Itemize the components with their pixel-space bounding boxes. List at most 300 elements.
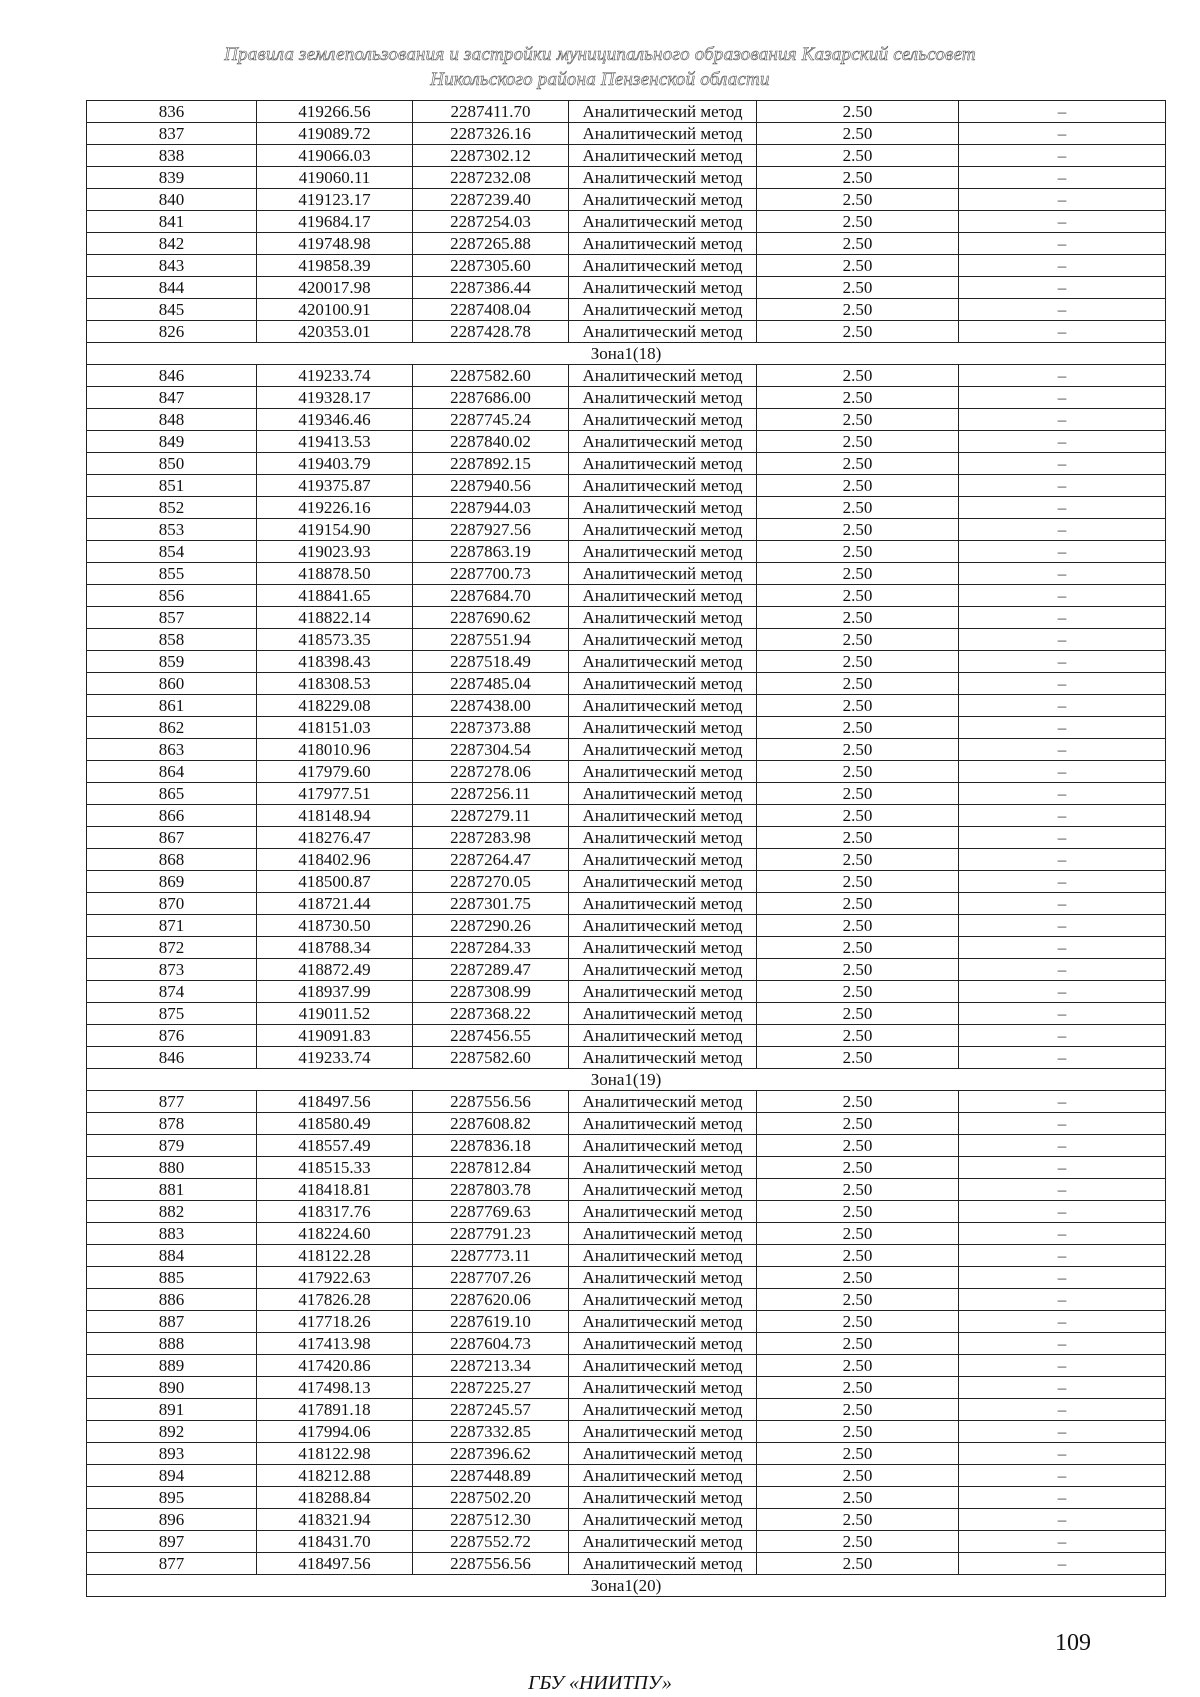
x-coordinate-cell: 418212.88 — [257, 1465, 413, 1487]
description-cell: – — [959, 981, 1166, 1003]
document-footer: ГБУ «НИИТПУ» — [528, 1672, 672, 1694]
accuracy-cell: 2.50 — [757, 1443, 959, 1465]
accuracy-cell: 2.50 — [757, 1509, 959, 1531]
description-cell: – — [959, 255, 1166, 277]
y-coordinate-cell: 2287769.63 — [413, 1201, 569, 1223]
y-coordinate-cell: 2287944.03 — [413, 497, 569, 519]
description-cell: – — [959, 1289, 1166, 1311]
y-coordinate-cell: 2287773.11 — [413, 1245, 569, 1267]
accuracy-cell: 2.50 — [757, 1487, 959, 1509]
table-row — [87, 1113, 1166, 1135]
y-coordinate-cell: 2287556.56 — [413, 1091, 569, 1113]
table-row — [87, 475, 1166, 497]
method-cell: Аналитический метод — [569, 1487, 757, 1509]
x-coordinate-cell: 419233.74 — [257, 365, 413, 387]
table-row — [87, 827, 1166, 849]
description-cell: – — [959, 1223, 1166, 1245]
x-coordinate-cell: 418721.44 — [257, 893, 413, 915]
method-cell: Аналитический метод — [569, 629, 757, 651]
point-number-cell: 863 — [87, 739, 257, 761]
description-cell: – — [959, 1245, 1166, 1267]
method-cell: Аналитический метод — [569, 1443, 757, 1465]
x-coordinate-cell: 418418.81 — [257, 1179, 413, 1201]
description-cell: – — [959, 211, 1166, 233]
y-coordinate-cell: 2287396.62 — [413, 1443, 569, 1465]
accuracy-cell: 2.50 — [757, 1025, 959, 1047]
x-coordinate-cell: 419375.87 — [257, 475, 413, 497]
accuracy-cell: 2.50 — [757, 915, 959, 937]
method-cell: Аналитический метод — [569, 1531, 757, 1553]
method-cell: Аналитический метод — [569, 1267, 757, 1289]
point-number-cell: 873 — [87, 959, 257, 981]
table-row — [87, 1333, 1166, 1355]
point-number-cell: 865 — [87, 783, 257, 805]
accuracy-cell: 2.50 — [757, 497, 959, 519]
description-cell: – — [959, 409, 1166, 431]
description-cell: – — [959, 1267, 1166, 1289]
method-cell: Аналитический метод — [569, 1047, 757, 1069]
method-cell: Аналитический метод — [569, 211, 757, 233]
point-number-cell: 839 — [87, 167, 257, 189]
description-cell: – — [959, 1179, 1166, 1201]
y-coordinate-cell: 2287386.44 — [413, 277, 569, 299]
table-row — [87, 607, 1166, 629]
table-row — [87, 409, 1166, 431]
x-coordinate-cell: 418573.35 — [257, 629, 413, 651]
table-row — [87, 277, 1166, 299]
table-row — [87, 981, 1166, 1003]
description-cell: – — [959, 541, 1166, 563]
y-coordinate-cell: 2287304.54 — [413, 739, 569, 761]
accuracy-cell: 2.50 — [757, 1113, 959, 1135]
method-cell: Аналитический метод — [569, 387, 757, 409]
y-coordinate-cell: 2287278.06 — [413, 761, 569, 783]
x-coordinate-cell: 418308.53 — [257, 673, 413, 695]
point-number-cell: 867 — [87, 827, 257, 849]
y-coordinate-cell: 2287408.04 — [413, 299, 569, 321]
point-number-cell: 875 — [87, 1003, 257, 1025]
description-cell: – — [959, 1113, 1166, 1135]
table-row — [87, 1421, 1166, 1443]
table-row — [87, 1509, 1166, 1531]
method-cell: Аналитический метод — [569, 299, 757, 321]
y-coordinate-cell: 2287232.08 — [413, 167, 569, 189]
table-row — [87, 629, 1166, 651]
method-cell: Аналитический метод — [569, 651, 757, 673]
x-coordinate-cell: 418788.34 — [257, 937, 413, 959]
point-number-cell: 858 — [87, 629, 257, 651]
description-cell: – — [959, 585, 1166, 607]
method-cell: Аналитический метод — [569, 585, 757, 607]
x-coordinate-cell: 418288.84 — [257, 1487, 413, 1509]
y-coordinate-cell: 2287289.47 — [413, 959, 569, 981]
y-coordinate-cell: 2287368.22 — [413, 1003, 569, 1025]
point-number-cell: 887 — [87, 1311, 257, 1333]
method-cell: Аналитический метод — [569, 1025, 757, 1047]
method-cell: Аналитический метод — [569, 1135, 757, 1157]
y-coordinate-cell: 2287518.49 — [413, 651, 569, 673]
accuracy-cell: 2.50 — [757, 1091, 959, 1113]
accuracy-cell: 2.50 — [757, 959, 959, 981]
point-number-cell: 878 — [87, 1113, 257, 1135]
description-cell: – — [959, 1047, 1166, 1069]
method-cell: Аналитический метод — [569, 1421, 757, 1443]
y-coordinate-cell: 2287700.73 — [413, 563, 569, 585]
table-row — [87, 937, 1166, 959]
description-cell: – — [959, 1091, 1166, 1113]
point-number-cell: 843 — [87, 255, 257, 277]
point-number-cell: 848 — [87, 409, 257, 431]
point-number-cell: 836 — [87, 101, 257, 123]
x-coordinate-cell: 419328.17 — [257, 387, 413, 409]
method-cell: Аналитический метод — [569, 1355, 757, 1377]
description-cell: – — [959, 431, 1166, 453]
table-row — [87, 563, 1166, 585]
x-coordinate-cell: 418497.56 — [257, 1553, 413, 1575]
accuracy-cell: 2.50 — [757, 761, 959, 783]
method-cell: Аналитический метод — [569, 1223, 757, 1245]
x-coordinate-cell: 417979.60 — [257, 761, 413, 783]
y-coordinate-cell: 2287301.75 — [413, 893, 569, 915]
accuracy-cell: 2.50 — [757, 1157, 959, 1179]
y-coordinate-cell: 2287256.11 — [413, 783, 569, 805]
table-row — [87, 1531, 1166, 1553]
x-coordinate-cell: 419089.72 — [257, 123, 413, 145]
description-cell: – — [959, 607, 1166, 629]
accuracy-cell: 2.50 — [757, 1377, 959, 1399]
method-cell: Аналитический метод — [569, 1289, 757, 1311]
table-row — [87, 717, 1166, 739]
description-cell: – — [959, 915, 1166, 937]
accuracy-cell: 2.50 — [757, 189, 959, 211]
point-number-cell: 891 — [87, 1399, 257, 1421]
x-coordinate-cell: 418122.98 — [257, 1443, 413, 1465]
accuracy-cell: 2.50 — [757, 453, 959, 475]
method-cell: Аналитический метод — [569, 101, 757, 123]
y-coordinate-cell: 2287302.12 — [413, 145, 569, 167]
method-cell: Аналитический метод — [569, 871, 757, 893]
accuracy-cell: 2.50 — [757, 541, 959, 563]
description-cell: – — [959, 1025, 1166, 1047]
point-number-cell: 853 — [87, 519, 257, 541]
table-row — [87, 321, 1166, 343]
description-cell: – — [959, 673, 1166, 695]
accuracy-cell: 2.50 — [757, 1465, 959, 1487]
x-coordinate-cell: 418402.96 — [257, 849, 413, 871]
accuracy-cell: 2.50 — [757, 365, 959, 387]
x-coordinate-cell: 418321.94 — [257, 1509, 413, 1531]
description-cell: – — [959, 167, 1166, 189]
accuracy-cell: 2.50 — [757, 893, 959, 915]
description-cell: – — [959, 1399, 1166, 1421]
point-number-cell: 860 — [87, 673, 257, 695]
description-cell: – — [959, 1355, 1166, 1377]
table-row — [87, 739, 1166, 761]
description-cell: – — [959, 739, 1166, 761]
y-coordinate-cell: 2287411.70 — [413, 101, 569, 123]
header-line-2: Никольского района Пензенской области — [430, 69, 770, 90]
y-coordinate-cell: 2287332.85 — [413, 1421, 569, 1443]
x-coordinate-cell: 419233.74 — [257, 1047, 413, 1069]
table-row — [87, 1465, 1166, 1487]
point-number-cell: 840 — [87, 189, 257, 211]
method-cell: Аналитический метод — [569, 1245, 757, 1267]
y-coordinate-cell: 2287254.03 — [413, 211, 569, 233]
point-number-cell: 849 — [87, 431, 257, 453]
method-cell: Аналитический метод — [569, 255, 757, 277]
x-coordinate-cell: 420353.01 — [257, 321, 413, 343]
table-row — [87, 541, 1166, 563]
x-coordinate-cell: 419091.83 — [257, 1025, 413, 1047]
x-coordinate-cell: 419060.11 — [257, 167, 413, 189]
point-number-cell: 826 — [87, 321, 257, 343]
accuracy-cell: 2.50 — [757, 409, 959, 431]
accuracy-cell: 2.50 — [757, 145, 959, 167]
table-row — [87, 915, 1166, 937]
description-cell: – — [959, 277, 1166, 299]
method-cell: Аналитический метод — [569, 673, 757, 695]
point-number-cell: 864 — [87, 761, 257, 783]
y-coordinate-cell: 2287438.00 — [413, 695, 569, 717]
point-number-cell: 866 — [87, 805, 257, 827]
description-cell: – — [959, 805, 1166, 827]
table-row — [87, 255, 1166, 277]
accuracy-cell: 2.50 — [757, 585, 959, 607]
method-cell: Аналитический метод — [569, 761, 757, 783]
x-coordinate-cell: 418878.50 — [257, 563, 413, 585]
y-coordinate-cell: 2287803.78 — [413, 1179, 569, 1201]
description-cell: – — [959, 1333, 1166, 1355]
method-cell: Аналитический метод — [569, 959, 757, 981]
table-row — [87, 1157, 1166, 1179]
table-row — [87, 211, 1166, 233]
table-row — [87, 189, 1166, 211]
x-coordinate-cell: 418937.99 — [257, 981, 413, 1003]
accuracy-cell: 2.50 — [757, 519, 959, 541]
point-number-cell: 846 — [87, 365, 257, 387]
description-cell: – — [959, 1201, 1166, 1223]
table-row — [87, 783, 1166, 805]
method-cell: Аналитический метод — [569, 475, 757, 497]
point-number-cell: 846 — [87, 1047, 257, 1069]
table-row — [87, 1091, 1166, 1113]
x-coordinate-cell: 418841.65 — [257, 585, 413, 607]
table-row — [87, 959, 1166, 981]
x-coordinate-cell: 419226.16 — [257, 497, 413, 519]
y-coordinate-cell: 2287863.19 — [413, 541, 569, 563]
y-coordinate-cell: 2287620.06 — [413, 1289, 569, 1311]
description-cell: – — [959, 893, 1166, 915]
accuracy-cell: 2.50 — [757, 475, 959, 497]
method-cell: Аналитический метод — [569, 365, 757, 387]
method-cell: Аналитический метод — [569, 937, 757, 959]
table-row — [87, 1201, 1166, 1223]
x-coordinate-cell: 418497.56 — [257, 1091, 413, 1113]
y-coordinate-cell: 2287265.88 — [413, 233, 569, 255]
accuracy-cell: 2.50 — [757, 1179, 959, 1201]
description-cell: – — [959, 1443, 1166, 1465]
method-cell: Аналитический метод — [569, 1201, 757, 1223]
point-number-cell: 890 — [87, 1377, 257, 1399]
table-row — [87, 1025, 1166, 1047]
accuracy-cell: 2.50 — [757, 101, 959, 123]
point-number-cell: 889 — [87, 1355, 257, 1377]
y-coordinate-cell: 2287264.47 — [413, 849, 569, 871]
point-number-cell: 882 — [87, 1201, 257, 1223]
table-row — [87, 1377, 1166, 1399]
x-coordinate-cell: 419413.53 — [257, 431, 413, 453]
method-cell: Аналитический метод — [569, 849, 757, 871]
table-row — [87, 1399, 1166, 1421]
table-row — [87, 1487, 1166, 1509]
y-coordinate-cell: 2287604.73 — [413, 1333, 569, 1355]
method-cell: Аналитический метод — [569, 1399, 757, 1421]
description-cell: – — [959, 827, 1166, 849]
x-coordinate-cell: 420017.98 — [257, 277, 413, 299]
accuracy-cell: 2.50 — [757, 805, 959, 827]
table-row — [87, 519, 1166, 541]
accuracy-cell: 2.50 — [757, 1047, 959, 1069]
table-row — [87, 299, 1166, 321]
x-coordinate-cell: 417891.18 — [257, 1399, 413, 1421]
method-cell: Аналитический метод — [569, 717, 757, 739]
method-cell: Аналитический метод — [569, 233, 757, 255]
x-coordinate-cell: 417420.86 — [257, 1355, 413, 1377]
accuracy-cell: 2.50 — [757, 827, 959, 849]
point-number-cell: 856 — [87, 585, 257, 607]
table-row — [87, 123, 1166, 145]
point-number-cell: 884 — [87, 1245, 257, 1267]
description-cell: – — [959, 1531, 1166, 1553]
x-coordinate-cell: 418148.94 — [257, 805, 413, 827]
table-row — [87, 497, 1166, 519]
method-cell: Аналитический метод — [569, 1465, 757, 1487]
point-number-cell: 879 — [87, 1135, 257, 1157]
method-cell: Аналитический метод — [569, 1333, 757, 1355]
y-coordinate-cell: 2287283.98 — [413, 827, 569, 849]
x-coordinate-cell: 418515.33 — [257, 1157, 413, 1179]
point-number-cell: 862 — [87, 717, 257, 739]
table-row — [87, 145, 1166, 167]
method-cell: Аналитический метод — [569, 805, 757, 827]
zone-label: Зона1(19) — [87, 1069, 1166, 1091]
x-coordinate-cell: 418276.47 — [257, 827, 413, 849]
method-cell: Аналитический метод — [569, 1311, 757, 1333]
y-coordinate-cell: 2287791.23 — [413, 1223, 569, 1245]
y-coordinate-cell: 2287619.10 — [413, 1311, 569, 1333]
description-cell: – — [959, 453, 1166, 475]
description-cell: – — [959, 1377, 1166, 1399]
y-coordinate-cell: 2287690.62 — [413, 607, 569, 629]
method-cell: Аналитический метод — [569, 277, 757, 299]
method-cell: Аналитический метод — [569, 167, 757, 189]
description-cell: – — [959, 299, 1166, 321]
table-row — [87, 1267, 1166, 1289]
description-cell: – — [959, 233, 1166, 255]
table-row — [87, 585, 1166, 607]
table-row — [87, 167, 1166, 189]
x-coordinate-cell: 418557.49 — [257, 1135, 413, 1157]
accuracy-cell: 2.50 — [757, 1531, 959, 1553]
point-number-cell: 859 — [87, 651, 257, 673]
accuracy-cell: 2.50 — [757, 299, 959, 321]
y-coordinate-cell: 2287707.26 — [413, 1267, 569, 1289]
y-coordinate-cell: 2287290.26 — [413, 915, 569, 937]
y-coordinate-cell: 2287502.20 — [413, 1487, 569, 1509]
y-coordinate-cell: 2287270.05 — [413, 871, 569, 893]
point-number-cell: 894 — [87, 1465, 257, 1487]
table-row — [87, 761, 1166, 783]
y-coordinate-cell: 2287448.89 — [413, 1465, 569, 1487]
description-cell: – — [959, 321, 1166, 343]
x-coordinate-cell: 419403.79 — [257, 453, 413, 475]
description-cell: – — [959, 1003, 1166, 1025]
accuracy-cell: 2.50 — [757, 1421, 959, 1443]
point-number-cell: 841 — [87, 211, 257, 233]
method-cell: Аналитический метод — [569, 563, 757, 585]
table-row — [87, 1355, 1166, 1377]
accuracy-cell: 2.50 — [757, 695, 959, 717]
y-coordinate-cell: 2287213.34 — [413, 1355, 569, 1377]
x-coordinate-cell: 417826.28 — [257, 1289, 413, 1311]
zone-row — [87, 343, 1166, 365]
y-coordinate-cell: 2287608.82 — [413, 1113, 569, 1135]
description-cell: – — [959, 1553, 1166, 1575]
y-coordinate-cell: 2287512.30 — [413, 1509, 569, 1531]
description-cell: – — [959, 145, 1166, 167]
x-coordinate-cell: 418224.60 — [257, 1223, 413, 1245]
method-cell: Аналитический метод — [569, 893, 757, 915]
point-number-cell: 852 — [87, 497, 257, 519]
zone-row — [87, 1069, 1166, 1091]
accuracy-cell: 2.50 — [757, 1311, 959, 1333]
accuracy-cell: 2.50 — [757, 387, 959, 409]
description-cell: – — [959, 629, 1166, 651]
description-cell: – — [959, 1487, 1166, 1509]
coordinates-table-body — [87, 101, 1166, 1597]
x-coordinate-cell: 419123.17 — [257, 189, 413, 211]
accuracy-cell: 2.50 — [757, 1289, 959, 1311]
point-number-cell: 854 — [87, 541, 257, 563]
x-coordinate-cell: 417718.26 — [257, 1311, 413, 1333]
accuracy-cell: 2.50 — [757, 1201, 959, 1223]
method-cell: Аналитический метод — [569, 915, 757, 937]
y-coordinate-cell: 2287582.60 — [413, 365, 569, 387]
accuracy-cell: 2.50 — [757, 255, 959, 277]
y-coordinate-cell: 2287245.57 — [413, 1399, 569, 1421]
x-coordinate-cell: 419154.90 — [257, 519, 413, 541]
description-cell: – — [959, 871, 1166, 893]
table-row — [87, 233, 1166, 255]
point-number-cell: 888 — [87, 1333, 257, 1355]
x-coordinate-cell: 419748.98 — [257, 233, 413, 255]
point-number-cell: 895 — [87, 1487, 257, 1509]
zone-label: Зона1(18) — [87, 343, 1166, 365]
x-coordinate-cell: 418122.28 — [257, 1245, 413, 1267]
accuracy-cell: 2.50 — [757, 1399, 959, 1421]
accuracy-cell: 2.50 — [757, 1003, 959, 1025]
x-coordinate-cell: 418151.03 — [257, 717, 413, 739]
accuracy-cell: 2.50 — [757, 1267, 959, 1289]
document-header — [0, 42, 1200, 92]
y-coordinate-cell: 2287552.72 — [413, 1531, 569, 1553]
accuracy-cell: 2.50 — [757, 1355, 959, 1377]
point-number-cell: 896 — [87, 1509, 257, 1531]
y-coordinate-cell: 2287308.99 — [413, 981, 569, 1003]
accuracy-cell: 2.50 — [757, 431, 959, 453]
page-number: 109 — [1055, 1630, 1091, 1656]
accuracy-cell: 2.50 — [757, 123, 959, 145]
